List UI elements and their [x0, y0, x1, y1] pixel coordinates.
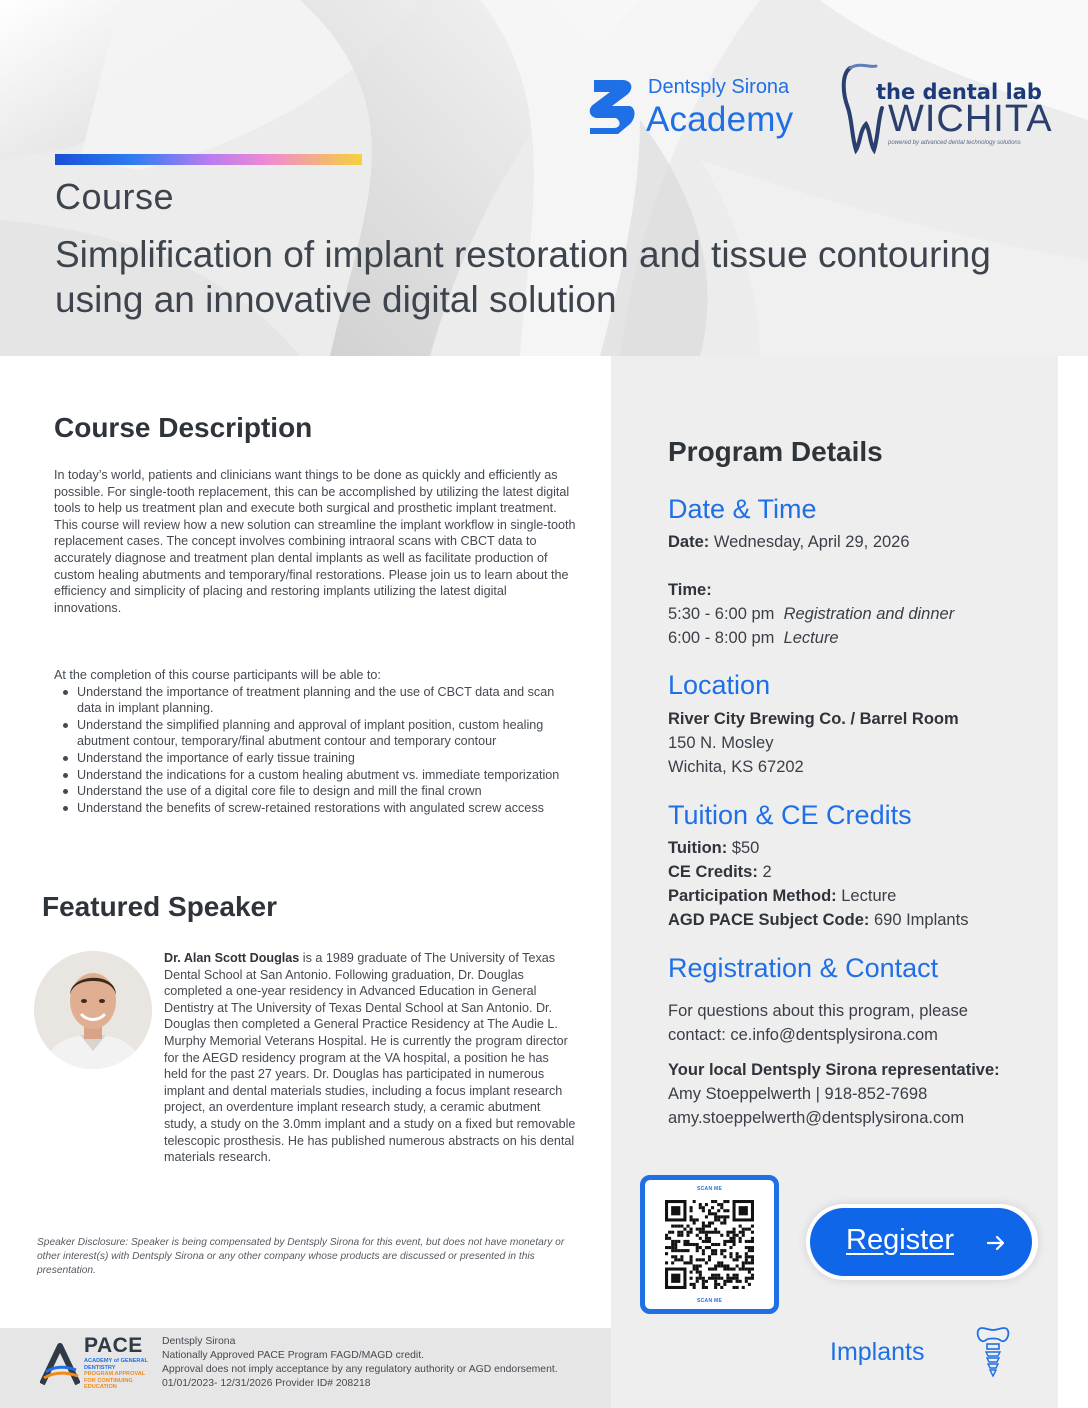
- tuition-value: $50: [727, 839, 760, 857]
- dentsply-sirona-academy-logo: [588, 76, 828, 140]
- date-value: Wednesday, April 29, 2026: [709, 533, 910, 551]
- pace-sub-line2: PROGRAM APPROVAL FOR CONTINUING EDUCATION: [84, 1371, 146, 1391]
- objective-item: Understand the simplified planning and approval of implant position, custom healing abutment contour, temporary/final abutment contour and temporary contour: [54, 717, 576, 750]
- course-description-body: [54, 467, 576, 633]
- speaker-disclosure: Speaker Disclosure: Speaker is being compensated by Dentsply Sirona for this event, but does not have monetary or other interest(s) with Dentsply Sirona or any other company whose products are discussed or presented in this presentation.: [37, 1237, 565, 1276]
- dental-lab-wichita-logo: [840, 58, 1053, 154]
- objective-item: Understand the indications for a custom healing abutment vs. immediate temporization: [54, 767, 576, 784]
- learning-objectives: [54, 667, 576, 816]
- footer-line-4: 01/01/2023- 12/31/2026 Provider ID# 208218: [162, 1378, 371, 1389]
- ce-value: 2: [757, 863, 772, 881]
- questions-line-2: contact: ce.info@dentsplysirona.com: [668, 1026, 938, 1044]
- tuition-heading: Tuition & CE Credits: [668, 800, 912, 830]
- footer-line-3: Approval does not imply acceptance by any regulatory authority or AGD endorsement.: [162, 1364, 558, 1375]
- course-description-text: In today’s world, patients and clinicians want things to be done as quickly and efficiently as possible. For single-tooth replacement, this can be accomplished by utilizing the latest digital tools to help us treatment plan and execute both surgical and prosthetic implant treatment. This course will review how a new solution can streamline the implant workflow in single-tooth replacement cases. The concept involves combining intraoral scans with CBCT data to accurately diagnose and treatment plan dental implants as well as facilitate production of custom healing abutments and temporary/final restorations. Please join us to learn about the efficiency and simplicity of placing and restoring implants utilizing the latest digital innovations.: [54, 468, 576, 615]
- course-label: Course: [55, 176, 175, 217]
- pace-a-icon: [40, 1342, 80, 1386]
- dentsply-s-icon: [588, 78, 636, 136]
- rep-label-text: Your local Dentsply Sirona representative:: [668, 1061, 1000, 1079]
- slot-time: 6:00 - 8:00 pm: [668, 629, 775, 647]
- ce-credits-line: [668, 863, 772, 882]
- lab-logo-tagline: powered by advanced dental technology solutions: [888, 140, 1021, 146]
- ce-label: CE Credits:: [668, 863, 758, 881]
- method-line: [668, 887, 896, 906]
- objective-item: Understand the benefits of screw-retained restorations with angulated screw access: [54, 800, 576, 817]
- pace-subtitle: [84, 1358, 154, 1391]
- qr-scan-label-bottom: SCAN ME: [697, 1298, 723, 1304]
- slot-time: 5:30 - 6:00 pm: [668, 605, 775, 623]
- date-time-heading: Date & Time: [668, 494, 817, 524]
- venue-street: 150 N. Mosley: [668, 734, 774, 752]
- tuition-line: [668, 839, 759, 858]
- method-label: Participation Method:: [668, 887, 837, 905]
- venue-city: Wichita, KS 67202: [668, 758, 804, 776]
- pace-logo: [40, 1334, 150, 1392]
- register-button[interactable]: [806, 1204, 1038, 1280]
- speaker-photo: [34, 951, 152, 1069]
- method-value: Lecture: [836, 887, 897, 905]
- objective-item: Understand the use of a digital core file to design and mill the final crown: [54, 783, 576, 800]
- speaker-portrait-icon: [34, 951, 152, 1069]
- register-button-fill[interactable]: [810, 1208, 1032, 1276]
- venue-name: [668, 710, 959, 729]
- questions-line-1: For questions about this program, please: [668, 1002, 968, 1020]
- category-label: Implants: [830, 1338, 925, 1366]
- agd-value: 690 Implants: [869, 911, 969, 929]
- speaker-bio-text: is a 1989 graduate of The University of Texas Dental School at San Antonio. Following graduation, Dr. Douglas completed a one-year residency in Advanced Education in General Dentistry at The University of Texas Dental School at San Antonio. Dr. Douglas then completed a General Practice Residency at The Audie L. Murphy Memorial Veterans Hospital. He is currently the program director for the AEGD residency program at the VA hospital, a position he has held for the past 27 years. Dr. Douglas has participated in numerous implant and dental materials studies, including a focus implant research project, an overdenture implant research study, a ceramic abutment study, a study on the 3.0mm implant and a study on a fixed but removable telescopic prosthesis. He has published numerous abstracts on his dental materials research.: [164, 951, 576, 1165]
- pace-approval-text: [162, 1335, 558, 1391]
- speaker-name: Dr. Alan Scott Douglas: [164, 951, 300, 965]
- footer-line-1: Dentsply Sirona: [162, 1336, 236, 1347]
- academy-logo-line2: Academy: [646, 100, 794, 139]
- pace-word: PACE: [84, 1334, 143, 1357]
- footer-line-2: Nationally Approved PACE Program FAGD/MAGD credit.: [162, 1350, 424, 1361]
- objectives-list: [54, 684, 576, 817]
- qr-code-icon: [665, 1200, 754, 1289]
- date-label: Date:: [668, 533, 710, 551]
- time-label-text: Time:: [668, 581, 712, 599]
- agd-label: AGD PACE Subject Code:: [668, 911, 870, 929]
- pace-sub-line1: ACADEMY of GENERAL DENTISTRY: [84, 1358, 148, 1371]
- speaker-bio: [164, 950, 576, 1166]
- agd-code-line: [668, 911, 968, 930]
- time-slot-2: [668, 629, 839, 648]
- location-heading: Location: [668, 670, 771, 700]
- time-label: [668, 581, 712, 600]
- qr-code-card[interactable]: [640, 1175, 779, 1314]
- tuition-label: Tuition:: [668, 839, 728, 857]
- time-slot-1: [668, 605, 954, 624]
- rep-label: [668, 1061, 1000, 1080]
- objective-item: Understand the importance of early tissue training: [54, 750, 576, 767]
- arrow-right-icon[interactable]: [986, 1233, 1006, 1253]
- qr-scan-label-top: SCAN ME: [697, 1186, 723, 1192]
- hero-banner: [0, 0, 1088, 356]
- date-line: [668, 533, 910, 552]
- slot-desc: Lecture: [783, 629, 839, 647]
- lab-logo-line1: the dental lab: [876, 80, 1042, 104]
- lab-logo-line2: WICHITA: [888, 98, 1053, 140]
- rep-email[interactable]: amy.stoeppelwerth@dentsplysirona.com: [668, 1109, 965, 1127]
- venue-name-text: River City Brewing Co. / Barrel Room: [668, 710, 959, 728]
- gradient-accent-bar: [55, 154, 362, 165]
- objectives-intro: At the completion of this course participants will be able to:: [54, 668, 381, 682]
- objective-item: Understand the importance of treatment planning and the use of CBCT data and scan data in implant planning.: [54, 684, 576, 717]
- course-title: Simplification of implant restoration and tissue contouring using an innovative digital solution: [55, 234, 991, 320]
- slot-desc: Registration and dinner: [783, 605, 955, 623]
- registration-heading: Registration & Contact: [668, 953, 939, 983]
- register-button-label[interactable]: Register: [846, 1224, 954, 1256]
- featured-speaker-heading: Featured Speaker: [42, 891, 277, 922]
- academy-logo-line1: Dentsply Sirona: [648, 76, 790, 98]
- rep-name-phone: Amy Stoeppelwerth | 918-852-7698: [668, 1085, 928, 1103]
- course-description-heading: Course Description: [54, 412, 313, 443]
- implant-icon: [974, 1324, 1012, 1378]
- program-details-heading: Program Details: [668, 436, 883, 467]
